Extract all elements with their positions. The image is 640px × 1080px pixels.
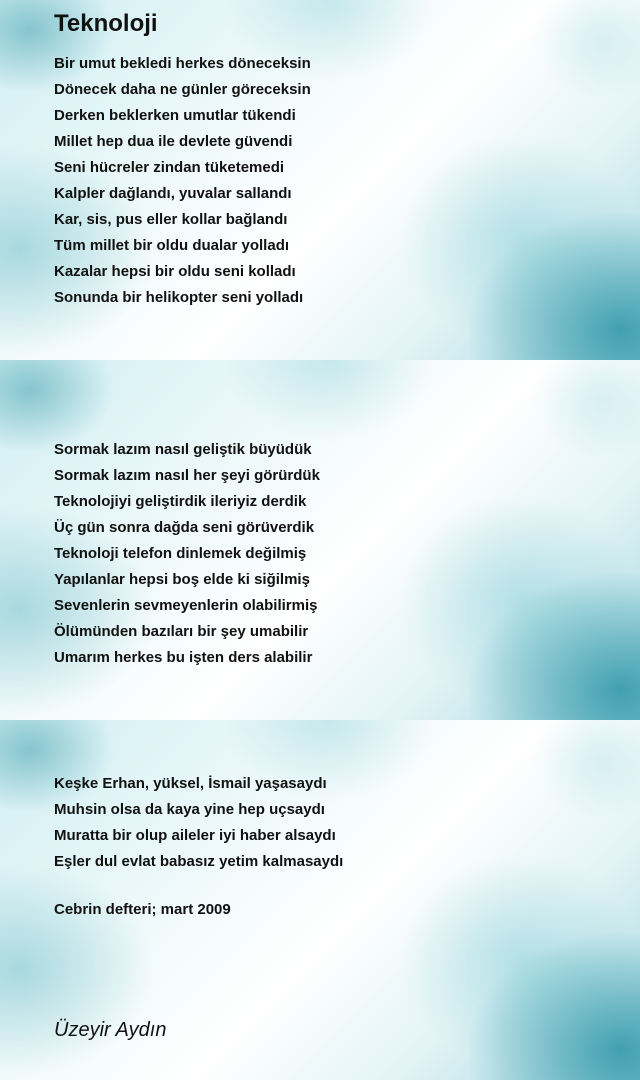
poem-line: Yapılanlar hepsi boş elde ki siğilmiş xyxy=(54,571,310,588)
poem-line: Teknolojiyi geliştirdik ileriyiz derdik xyxy=(54,493,307,510)
poem-panel-2 xyxy=(0,360,640,720)
poem-line: Sormak lazım nasıl her şeyi görürdük xyxy=(54,467,320,484)
poem-line: Bir umut bekledi herkes döneceksin xyxy=(54,55,311,72)
poem-line: Kar, sis, pus eller kollar bağlandı xyxy=(54,211,288,228)
poem-line: Kazalar hepsi bir oldu seni kolladı xyxy=(54,263,296,280)
poem-author: Üzeyir Aydın xyxy=(54,1019,167,1041)
poem-line: Dönecek daha ne günler göreceksin xyxy=(54,81,311,98)
poem-line: Sevenlerin sevmeyenlerin olabilirmiş xyxy=(54,597,318,614)
poem-title: Teknoloji xyxy=(54,10,158,37)
poem-line: Teknoloji telefon dinlemek değilmiş xyxy=(54,545,307,562)
poem-panel-1 xyxy=(0,0,640,360)
poem-line: Eşler dul evlat babasız yetim kalmasaydı xyxy=(54,853,344,870)
poem-line: Kalpler dağlandı, yuvalar sallandı xyxy=(54,185,292,202)
poem-line: Üç gün sonra dağda seni görüverdik xyxy=(54,519,315,536)
poem-panel-3 xyxy=(0,720,640,1080)
poem-line: Sormak lazım nasıl geliştik büyüdük xyxy=(54,441,312,458)
poem-line: Seni hücreler zindan tüketemedi xyxy=(54,159,285,176)
poem-line: Tüm millet bir oldu dualar yolladı xyxy=(54,237,290,254)
poem-line: Keşke Erhan, yüksel, İsmail yaşasaydı xyxy=(54,775,327,792)
poem-line: Muhsin olsa da kaya yine hep uçsaydı xyxy=(54,801,325,818)
poem-line: Derken beklerken umutlar tükendi xyxy=(54,107,296,124)
poem-source: Cebrin defteri; mart 2009 xyxy=(54,901,231,918)
stanza-3 xyxy=(54,771,343,875)
stanza-1 xyxy=(54,51,311,311)
stanza-2 xyxy=(54,437,320,671)
poem-line: Ölümünden bazıları bir şey umabilir xyxy=(54,623,309,640)
poem-line: Millet hep dua ile devlete güvendi xyxy=(54,133,293,150)
poem-line: Sonunda bir helikopter seni yolladı xyxy=(54,289,304,306)
poem-line: Muratta bir olup aileler iyi haber alsaydı xyxy=(54,827,336,844)
poem-line: Umarım herkes bu işten ders alabilir xyxy=(54,649,313,666)
